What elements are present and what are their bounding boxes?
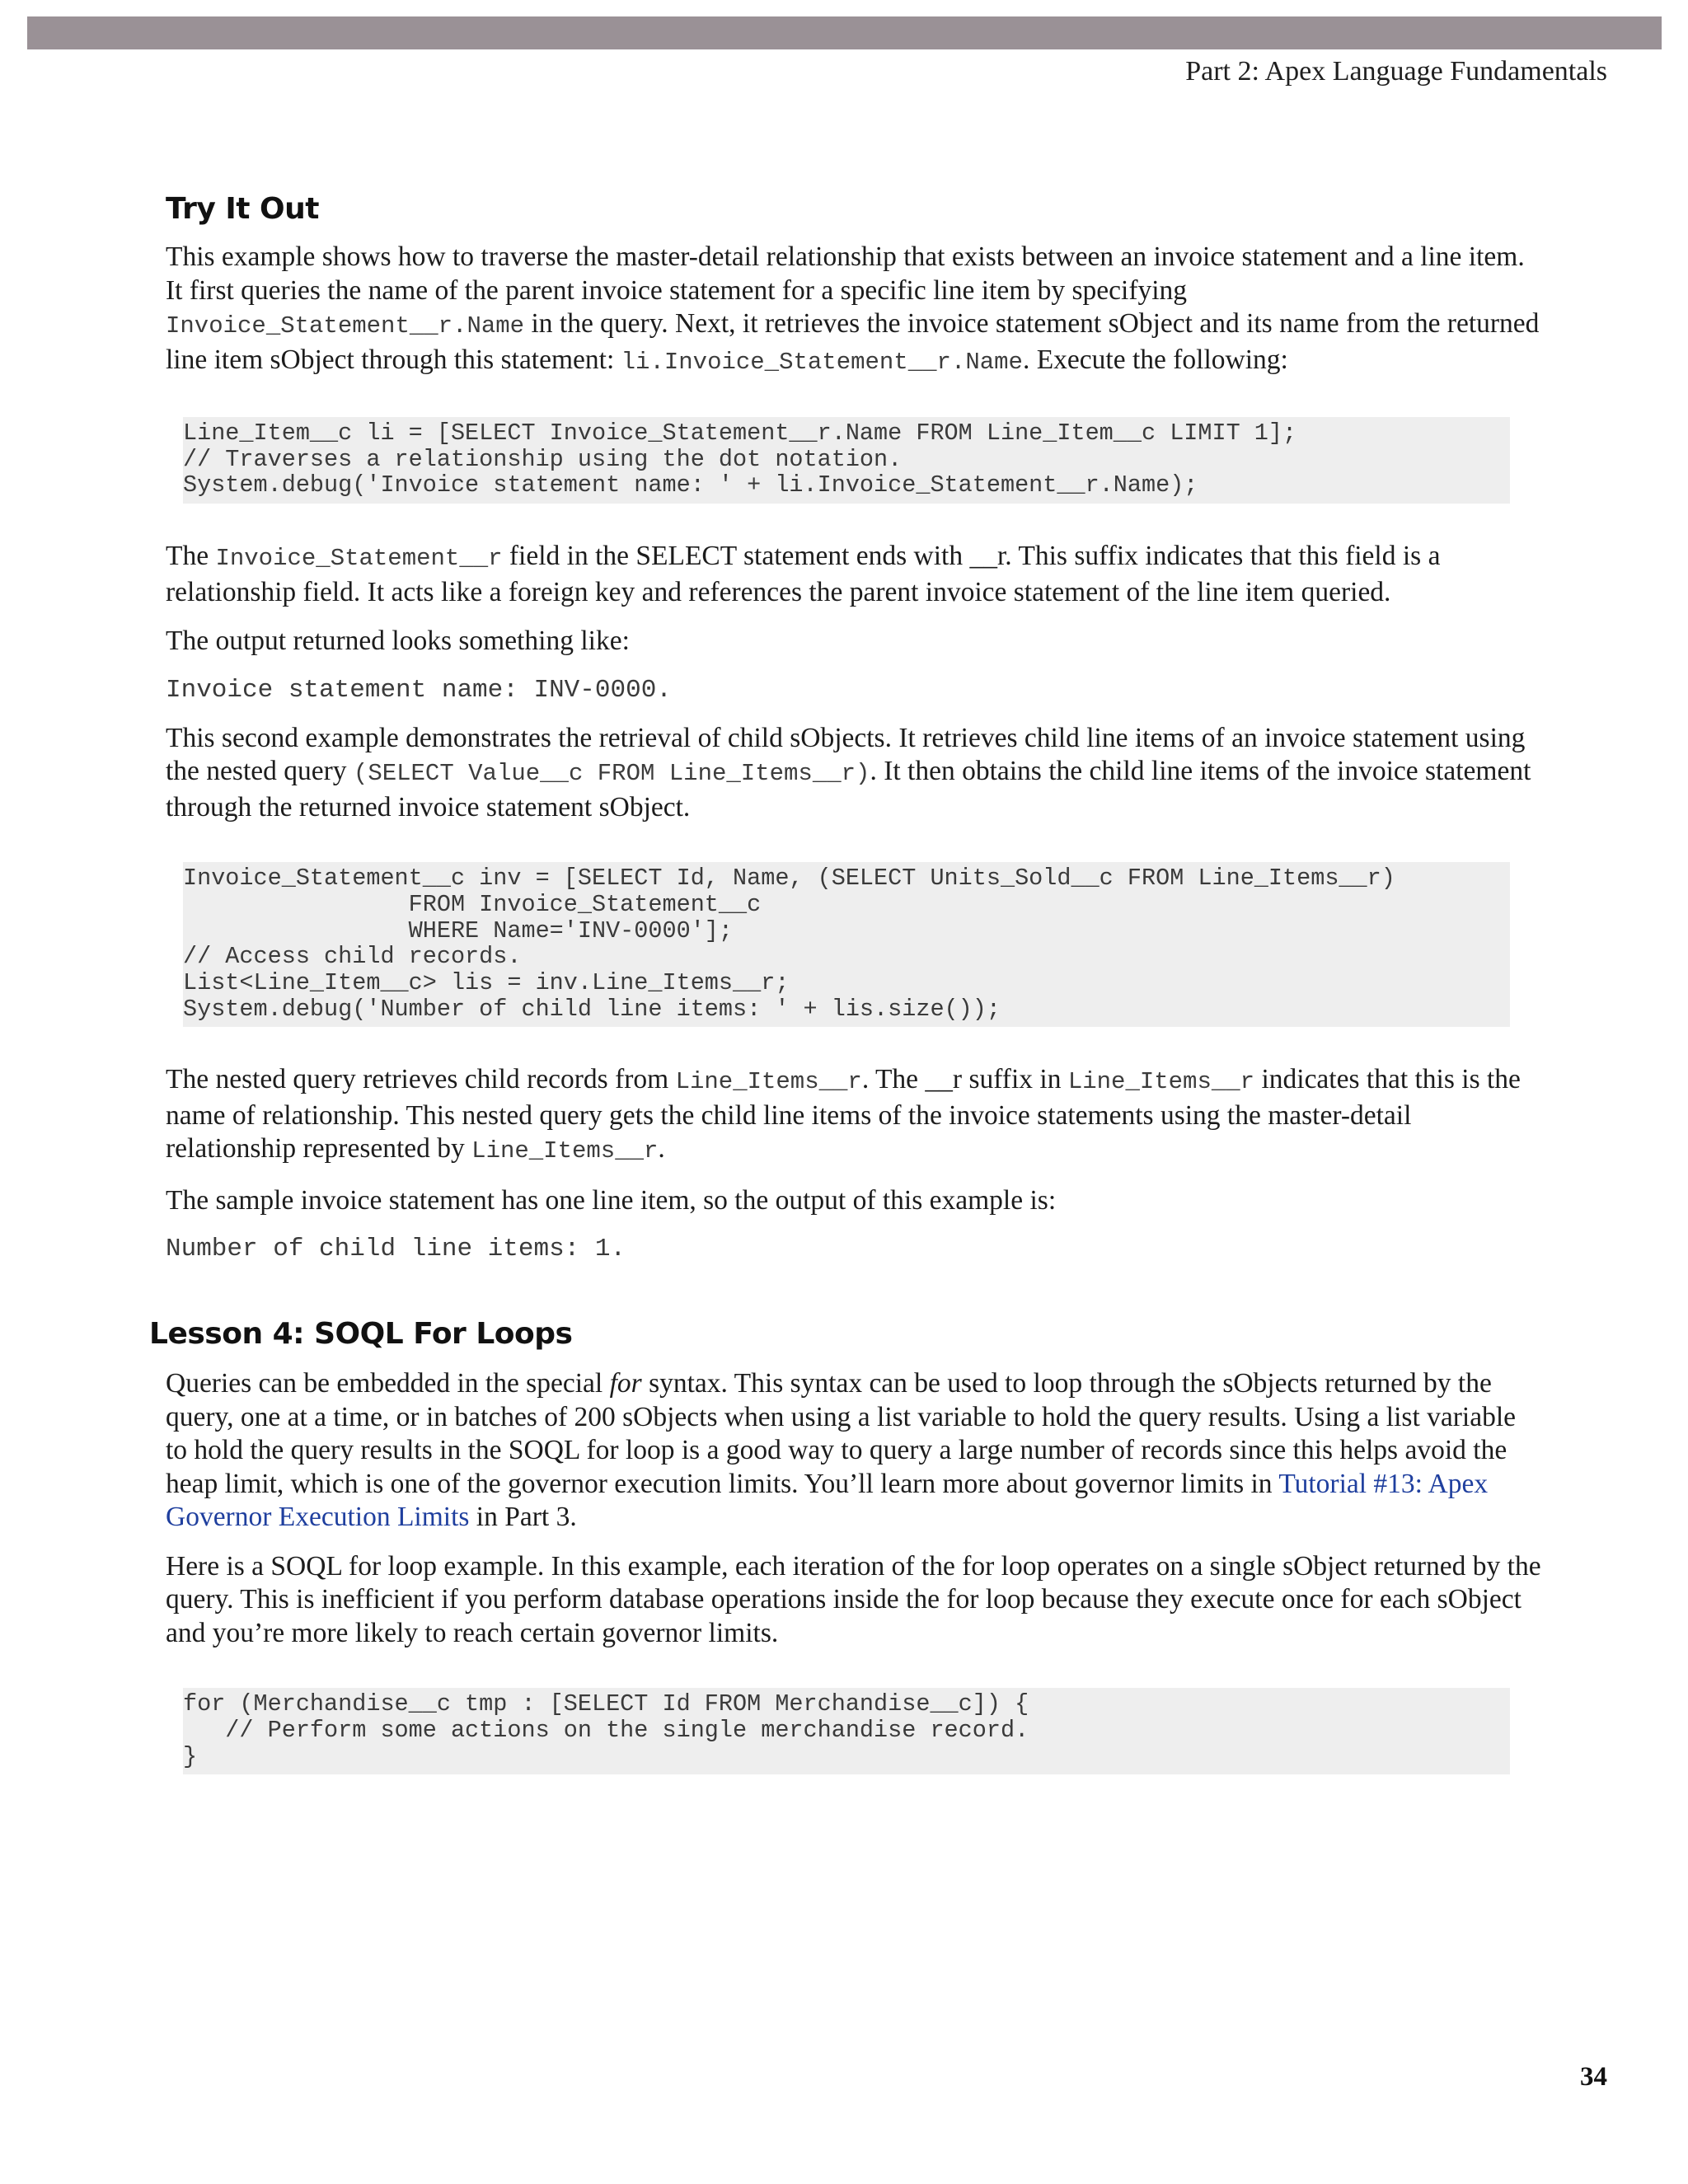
paragraph-relationship-field: The Invoice_Statement__r field in the SELECT statement ends with __r. This suffix indicates that this field is a relationship field. It acts like a foreign key and references the parent invoice statement of the line item queried. [166,541,1441,607]
output-line-1: Invoice statement name: INV-0000. [166,675,672,705]
inline-code: Invoice_Statement__r [215,545,503,573]
running-header-title: Part 2: Apex Language Fundamentals [1185,56,1607,87]
code-block-nested-query: Invoice_Statement__c inv = [SELECT Id, Name, (SELECT Units_Sold__c FROM Line_Items__r) FROM Invoice_Statement__c WHERE Name='INV-0000']; // Access child records. List<Line_Item__c> lis = inv.Line_Items__r; System.debug('Number of child line items: ' + lis.size()); [183,862,1510,1027]
paragraph-output-intro: The output returned looks something like: [166,626,630,657]
page-number: 34 [1580,2062,1607,2092]
page-content [149,192,1542,1811]
paragraph-child-retrieval: This second example demonstrates the retrieval of child sObjects. It retrieves child line items of an invoice statement using the nested query (SELECT Value__c FROM Line_Items__r). It then obtains the child line items of the invoice statement through the returned invoice statement sObject. [166,722,1531,823]
paragraph-for-loop-example: Here is a SOQL for loop example. In this example, each iteration of the for loop operates on a single sObject returned by the query. This is inefficient if you perform database operations inside the for loop because they execute once for each sObject and you’re more likely to reach certain governor limits. [166,1550,1541,1648]
inline-code: (SELECT Value__c FROM Line_Items__r) [353,760,870,788]
inline-code: Invoice_Statement__r.Name [166,312,525,340]
inline-code: li.Invoice_Statement__r.Name [621,348,1023,376]
tutorial-link[interactable]: Tutorial #13: Apex Governor Execution Limits [166,1468,1489,1533]
lesson-heading: Lesson 4: SOQL For Loops [149,1317,573,1352]
code-block-for-loop: for (Merchandise__c tmp : [SELECT Id FROM Merchandise__c]) { // Perform some actions on the single merchandise record. } [183,1688,1510,1774]
inline-code: Line_Items__r [675,1068,862,1096]
header-bar [27,16,1662,49]
paragraph-sample-output: The sample invoice statement has one line item, so the output of this example is: [166,1184,1057,1216]
paragraph-intro: This example shows how to traverse the master-detail relationship that exists between an invoice statement and a line item. It first queries the name of the parent invoice statement for a specific line item by specifying Invoice_Statement__r.Name in the query. Next, it retrieves the invoice statement sObject and its name from the returned line item sObject through this statement: li.Invoice_Statement__r.Name. Execute the following: [166,241,1540,376]
inline-code: Line_Items__r [471,1137,659,1165]
paragraph-soql-for: Queries can be embedded in the special for syntax. This syntax can be used to loop through the sObjects returned by the query, one at a time, or in batches of 200 sObjects when using a list variable to hold the query results. Using a list variable to hold the query results in the SOQL for loop is a good way to query a large number of records since this helps avoid the heap limit, which is one of the governor execution limits. You’ll learn more about governor limits in Tutorial #13: Apex Governor Execution Limits in Part 3. [166,1368,1516,1533]
output-line-2: Number of child line items: 1. [166,1235,626,1264]
paragraph-nested-query: The nested query retrieves child records from Line_Items__r. The __r suffix in Line_Items__r indicates that this is the name of relationship. This nested query gets the child line items of the invoice statements using the master-detail relationship represented by Line_Items__r. [166,1064,1521,1165]
section-heading-try-it-out: Try It Out [166,192,319,226]
inline-code: Line_Items__r [1067,1068,1255,1096]
code-block-traverse: Line_Item__c li = [SELECT Invoice_Statement__r.Name FROM Line_Item__c LIMIT 1]; // Traverses a relationship using the dot notation. System.debug('Invoice statement name: ' + li.Invoice_Statement__r.Name); [183,417,1510,504]
